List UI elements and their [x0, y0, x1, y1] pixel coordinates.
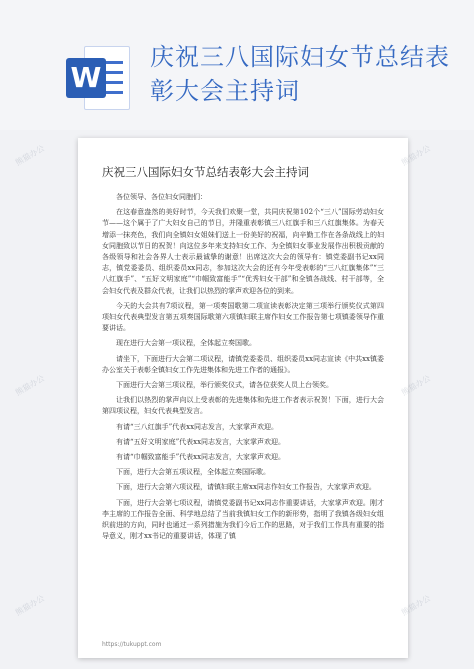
document-body	[102, 192, 384, 542]
word-document-icon	[66, 44, 130, 112]
document-paragraph: 现在进行大会第一项议程，全体起立奏国歌。	[116, 339, 256, 348]
document-paragraph: 有请“三八红旗手”代表xx同志发言，大家掌声欢迎。	[116, 422, 279, 431]
document-paragraph: 下面，进行大会第五项议程，全体起立奏国际歌。	[116, 468, 270, 477]
watermark-text: 熊猫办公	[399, 143, 433, 168]
document-paragraph: 今天的大会共有7项议程，第一项奏国歌第二项宣读表彰决定第三项举行颁奖仪式第四项妇女代表典型发言第五项奏国际歌第六项镇妇联主席作妇女工作报告第七项镇委领导作重要讲话。	[102, 301, 384, 333]
word-logo-badge: W	[66, 58, 106, 98]
document-paragraph: 有请“巾帼致富能手”代表xx同志发言，大家掌声欢迎。	[116, 453, 286, 462]
document-paragraph: 在这春意盎然的美好时节，今天我们欢聚一堂，共同庆祝第102个“三八”国际劳动妇女节——这个属于了广大妇女自己的节日，并隆重表彰镇三八红旗手和三八红旗集体。为春天增添一抹亮色，我们向全镇妇女姐妹们送上一份美好的祝福，向辛勤工作在各条战线上的妇女同胞致以节日的祝贺！向这位多年来支持妇女工作、为全镇妇女事业发展作出积极贡献的各级领导和社会各界人士表示最诚挚的谢意！出席这次大会的领导有：镇党委副书记xx同志，镇党委委员、组织委员xx同志，参加这次大会的还有今年受表彰的“三八红旗集体”“三八红旗手”、“五好文明家庭”“巾帼致富能手”“优秀妇女干部”和全镇各战线、村干部等，全会妇女代表及群众代表，让我们以热烈的掌声欢迎各位的到来。	[102, 208, 384, 295]
document-paragraph: 下面，进行大会第七项议程，请镇党委副书记xx同志作重要讲话，大家掌声欢迎。刚才李主席的工作报告全面、科学地总结了当前我镇妇女工作的新形势，指明了我镇各级妇女组织前进的方向，同时也通过一系列措施为我们今后工作的思路，对于我们工作具有重要的指导意义，刚才xx书记的重要讲话，体现了镇	[102, 498, 384, 541]
document-paragraph: 各位领导、各位妇女同胞们：	[116, 193, 207, 201]
document-heading: 庆祝三八国际妇女节总结表彰大会主持词	[102, 165, 309, 179]
watermark-text: 熊猫办公	[13, 373, 47, 398]
watermark-text: 熊猫办公	[399, 593, 433, 618]
document-page	[78, 138, 408, 658]
document-paragraph: 有请“五好文明家庭”代表xx同志发言，大家掌声欢迎。	[116, 437, 286, 446]
document-paragraph: 请坐下，下面进行大会第二项议程，请镇党委委员、组织委员xx同志宣读《中共xx镇委办公室关于表彰全镇妇女工作先进集体和先进工作者的通报》。	[102, 354, 384, 374]
source-url: https://tukuppt.com	[102, 641, 162, 648]
document-paragraph: 让我们以热烈的掌声向以上受表彰的先进集体和先进工作者表示祝贺！下面，进行大会第四项议程，妇女代表典型发言。	[102, 396, 384, 416]
watermark-text: 熊猫办公	[13, 593, 47, 618]
document-paragraph: 下面进行大会第三项议程，举行颁奖仪式，请各位获奖人员上台领奖。	[116, 381, 333, 390]
watermark-text: 熊猫办公	[13, 143, 47, 168]
document-paragraph: 下面，进行大会第六项议程，请镇妇联主席xx同志作妇女工作报告，大家掌声欢迎。	[116, 483, 376, 492]
watermark-text: 熊猫办公	[399, 373, 433, 398]
page-title: 庆祝三八国际妇女节总结表彰大会主持词	[150, 43, 450, 105]
